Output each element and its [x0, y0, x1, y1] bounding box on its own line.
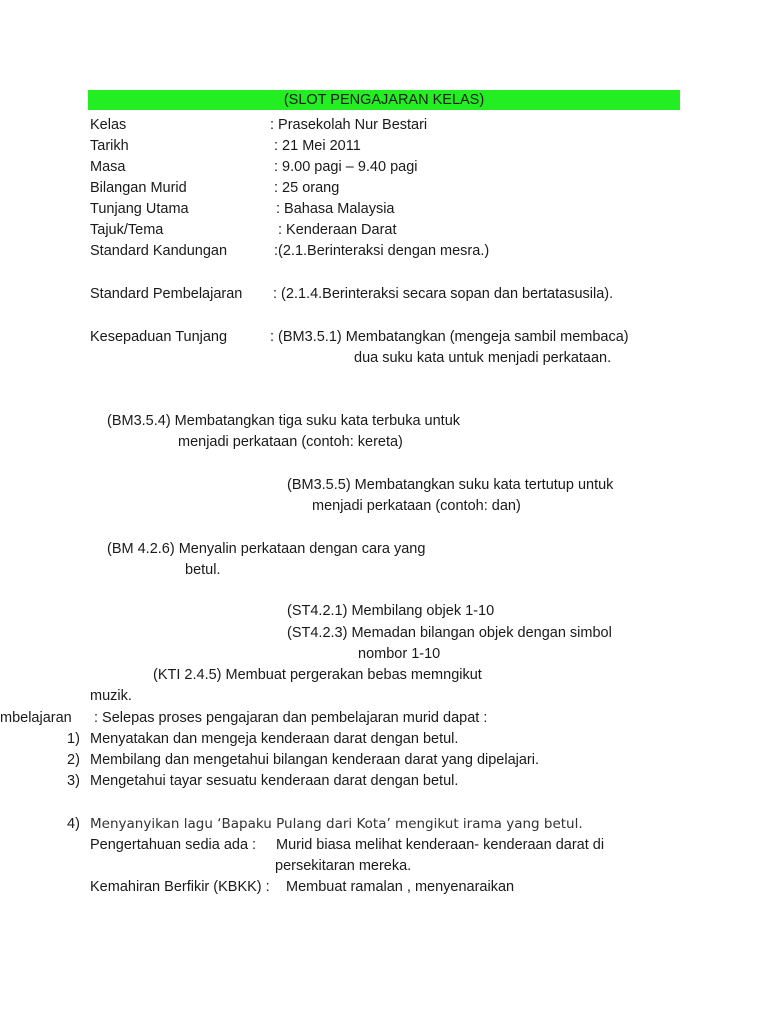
label-tajuk-tema: Tajuk/Tema: [90, 222, 164, 238]
value-standard-kandungan: :(2.1.Berinteraksi dengan mesra.): [274, 243, 490, 259]
value-pengetahuan-line2: persekitaran mereka.: [275, 858, 412, 874]
label-kesepaduan-tunjang: Kesepaduan Tunjang: [90, 329, 228, 345]
page-title: (SLOT PENGAJARAN KELAS): [283, 92, 485, 108]
value-standard-pembelajaran: : (2.1.4.Berinteraksi secara sopan dan bertatasusila).: [273, 286, 614, 302]
label-bilangan-murid: Bilangan Murid: [90, 180, 187, 196]
label-kelas: Kelas: [90, 117, 127, 133]
label-kbkk: Kemahiran Berfikir (KBKK) :: [90, 879, 270, 895]
value-kbkk: Membuat ramalan , menyenaraikan: [286, 879, 515, 895]
item-bm354-line1: (BM3.5.4) Membatangkan tiga suku kata terbuka untuk: [107, 413, 461, 429]
objectives-label: mbelajaran: [0, 710, 72, 726]
item-bm354-line2: menjadi perkataan (contoh: kereta): [178, 434, 403, 450]
item-kti245-line1: (KTI 2.4.5) Membuat pergerakan bebas memngikut: [153, 667, 482, 683]
item-bm426-line2: betul.: [185, 562, 221, 578]
label-tarikh: Tarikh: [90, 138, 129, 154]
value-bilangan-murid: : 25 orang: [274, 180, 340, 196]
label-pengetahuan: Pengertahuan sedia ada :: [90, 837, 257, 853]
item-bm426-line1: (BM 4.2.6) Menyalin perkataan dengan cara yang: [107, 541, 426, 557]
label-standard-pembelajaran: Standard Pembelajaran: [90, 286, 243, 302]
objective-text: Menyatakan dan mengeja kenderaan darat dengan betul.: [90, 731, 459, 747]
value-tajuk-tema: : Kenderaan Darat: [278, 222, 397, 238]
header-bar: [88, 90, 680, 110]
label-standard-kandungan: Standard Kandungan: [90, 243, 228, 259]
item-st423-line1: (ST4.2.3) Memadan bilangan objek dengan simbol: [287, 625, 612, 641]
objective-text: Mengetahui tayar sesuatu kenderaan darat dengan betul.: [90, 773, 459, 789]
value-masa: : 9.00 pagi – 9.40 pagi: [274, 159, 418, 175]
objective-number: 4): [67, 816, 80, 832]
value-tarikh: : 21 Mei 2011: [274, 138, 361, 154]
value-kelas: : Prasekolah Nur Bestari: [270, 117, 428, 133]
value-tunjang-utama: : Bahasa Malaysia: [276, 201, 395, 217]
kesepaduan-continuation: dua suku kata untuk menjadi perkataan.: [354, 350, 612, 366]
objective-number: 3): [67, 773, 80, 789]
item-bm355-line1: (BM3.5.5) Membatangkan suku kata tertutup untuk: [287, 477, 614, 493]
value-kesepaduan-tunjang: : (BM3.5.1) Membatangkan (mengeja sambil membaca): [270, 329, 629, 345]
objective-text: Menyanyikan lagu ‘Bapaku Pulang dari Kota’ mengikut irama yang betul.: [90, 816, 583, 832]
label-tunjang-utama: Tunjang Utama: [90, 201, 189, 217]
objective-text: Membilang dan mengetahui bilangan kenderaan darat yang dipelajari.: [90, 752, 540, 768]
label-masa: Masa: [90, 159, 126, 175]
value-pengetahuan-line1: Murid biasa melihat kenderaan- kenderaan darat di: [276, 837, 605, 853]
item-kti245-line2: muzik.: [90, 688, 132, 704]
objective-number: 2): [67, 752, 80, 768]
item-bm355-line2: menjadi perkataan (contoh: dan): [312, 498, 521, 514]
item-st423-line2: nombor 1-10: [358, 646, 441, 662]
objective-number: 1): [67, 731, 80, 747]
objectives-intro: : Selepas proses pengajaran dan pembelajaran murid dapat :: [94, 710, 488, 726]
item-st421: (ST4.2.1) Membilang objek 1-10: [287, 603, 495, 619]
